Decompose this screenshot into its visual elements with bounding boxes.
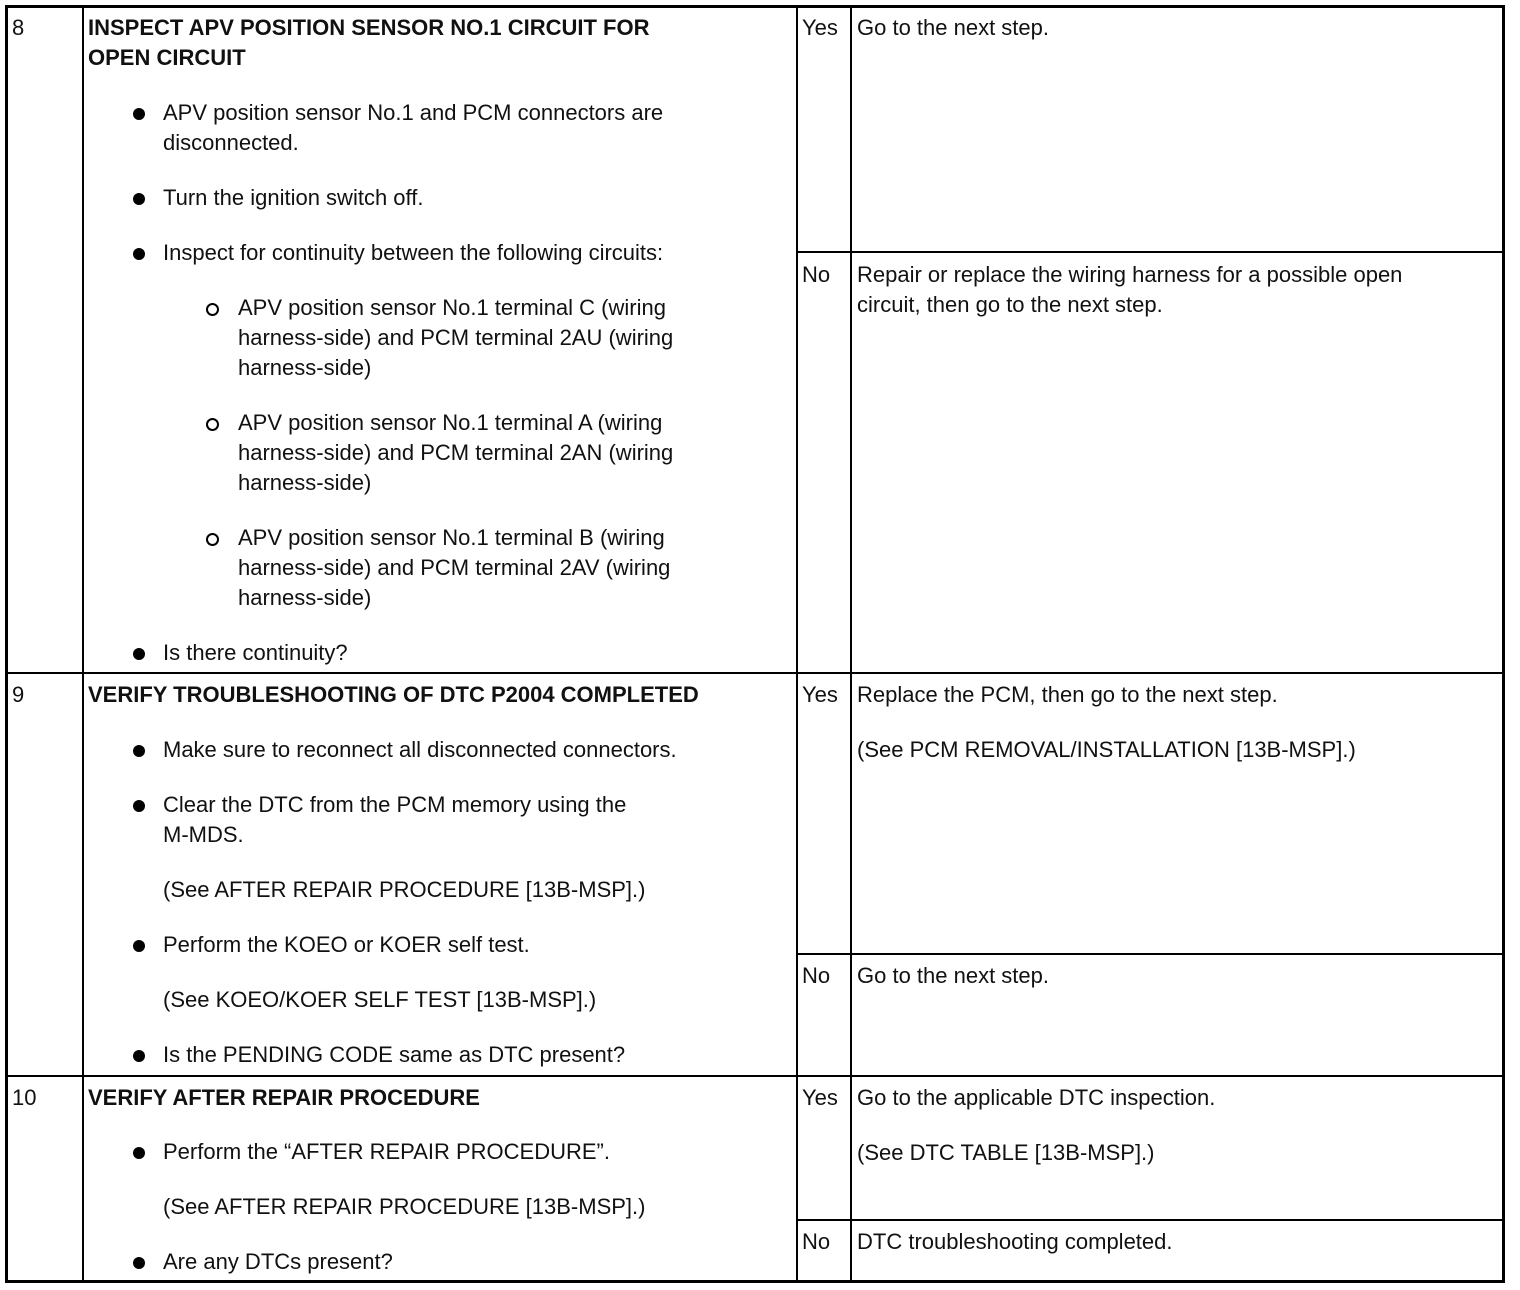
circuit-text: APV position sensor No.1 terminal B (wiring	[238, 525, 665, 550]
yes-action: (See DTC TABLE [13B-MSP].)	[857, 1140, 1155, 1165]
sub-bullet-icon	[206, 303, 219, 316]
circuit-text: harness-side)	[238, 470, 372, 495]
circuit-text: harness-side)	[238, 585, 372, 610]
yes-action: Replace the PCM, then go to the next step.	[857, 682, 1278, 707]
bullet-icon	[133, 745, 145, 757]
bullet-icon	[133, 800, 145, 812]
step-title: INSPECT APV POSITION SENSOR NO.1 CIRCUIT FOR	[88, 15, 650, 40]
sub-bullet-icon	[206, 533, 219, 546]
step-title: VERIFY TROUBLESHOOTING OF DTC P2004 COMPLETED	[88, 682, 699, 707]
question-text: Is there continuity?	[163, 640, 348, 665]
bullet-icon	[133, 1257, 145, 1269]
instruction-text: Clear the DTC from the PCM memory using the	[163, 792, 627, 817]
bullet-icon	[133, 1147, 145, 1159]
question-text: Are any DTCs present?	[163, 1249, 393, 1274]
instruction-text: Perform the KOEO or KOER self test.	[163, 932, 530, 957]
bullet-icon	[133, 648, 145, 660]
circuit-text: harness-side)	[238, 355, 372, 380]
step-number: 10	[12, 1085, 37, 1110]
row-divider	[5, 672, 1505, 674]
column-divider	[850, 7, 852, 1282]
step-number: 8	[12, 15, 25, 40]
bullet-icon	[133, 193, 145, 205]
step-number: 9	[12, 682, 25, 707]
yes-label: Yes	[802, 15, 838, 40]
instruction-text: Make sure to reconnect all disconnected connectors.	[163, 737, 677, 762]
yes-no-divider	[796, 953, 1505, 955]
no-label: No	[802, 1229, 831, 1254]
yes-action: Go to the next step.	[857, 15, 1050, 40]
instruction-text: disconnected.	[163, 130, 299, 155]
row-divider	[5, 1075, 1505, 1077]
instruction-text: Inspect for continuity between the following circuits:	[163, 240, 664, 265]
no-label: No	[802, 262, 831, 287]
bullet-icon	[133, 248, 145, 260]
instruction-text: M-MDS.	[163, 822, 244, 847]
yes-no-divider	[796, 1219, 1505, 1221]
instruction-text: Turn the ignition switch off.	[163, 185, 424, 210]
no-label: No	[802, 963, 831, 988]
no-action: Repair or replace the wiring harness for a possible open	[857, 262, 1403, 287]
no-action: circuit, then go to the next step.	[857, 292, 1163, 317]
instruction-text: Perform the “AFTER REPAIR PROCEDURE”.	[163, 1139, 610, 1164]
circuit-text: harness-side) and PCM terminal 2AU (wiring	[238, 325, 674, 350]
sub-bullet-icon	[206, 418, 219, 431]
step-title: OPEN CIRCUIT	[88, 45, 246, 70]
yes-action: (See PCM REMOVAL/INSTALLATION [13B-MSP].)	[857, 737, 1356, 762]
reference-note: (See AFTER REPAIR PROCEDURE [13B-MSP].)	[163, 877, 646, 902]
step-title: VERIFY AFTER REPAIR PROCEDURE	[88, 1085, 480, 1110]
column-divider	[796, 7, 798, 1282]
circuit-text: harness-side) and PCM terminal 2AN (wiring	[238, 440, 674, 465]
question-text: Is the PENDING CODE same as DTC present?	[163, 1042, 626, 1067]
circuit-text: APV position sensor No.1 terminal C (wiring	[238, 295, 666, 320]
reference-note: (See AFTER REPAIR PROCEDURE [13B-MSP].)	[163, 1194, 646, 1219]
instruction-text: APV position sensor No.1 and PCM connectors are	[163, 100, 664, 125]
bullet-icon	[133, 1050, 145, 1062]
no-action: DTC troubleshooting completed.	[857, 1229, 1173, 1254]
yes-action: Go to the applicable DTC inspection.	[857, 1085, 1216, 1110]
circuit-text: harness-side) and PCM terminal 2AV (wiring	[238, 555, 671, 580]
yes-label: Yes	[802, 1085, 838, 1110]
circuit-text: APV position sensor No.1 terminal A (wiring	[238, 410, 663, 435]
bullet-icon	[133, 940, 145, 952]
column-divider	[82, 7, 84, 1282]
reference-note: (See KOEO/KOER SELF TEST [13B-MSP].)	[163, 987, 597, 1012]
bullet-icon	[133, 108, 145, 120]
no-action: Go to the next step.	[857, 963, 1050, 988]
yes-no-divider	[796, 251, 1505, 253]
yes-label: Yes	[802, 682, 838, 707]
